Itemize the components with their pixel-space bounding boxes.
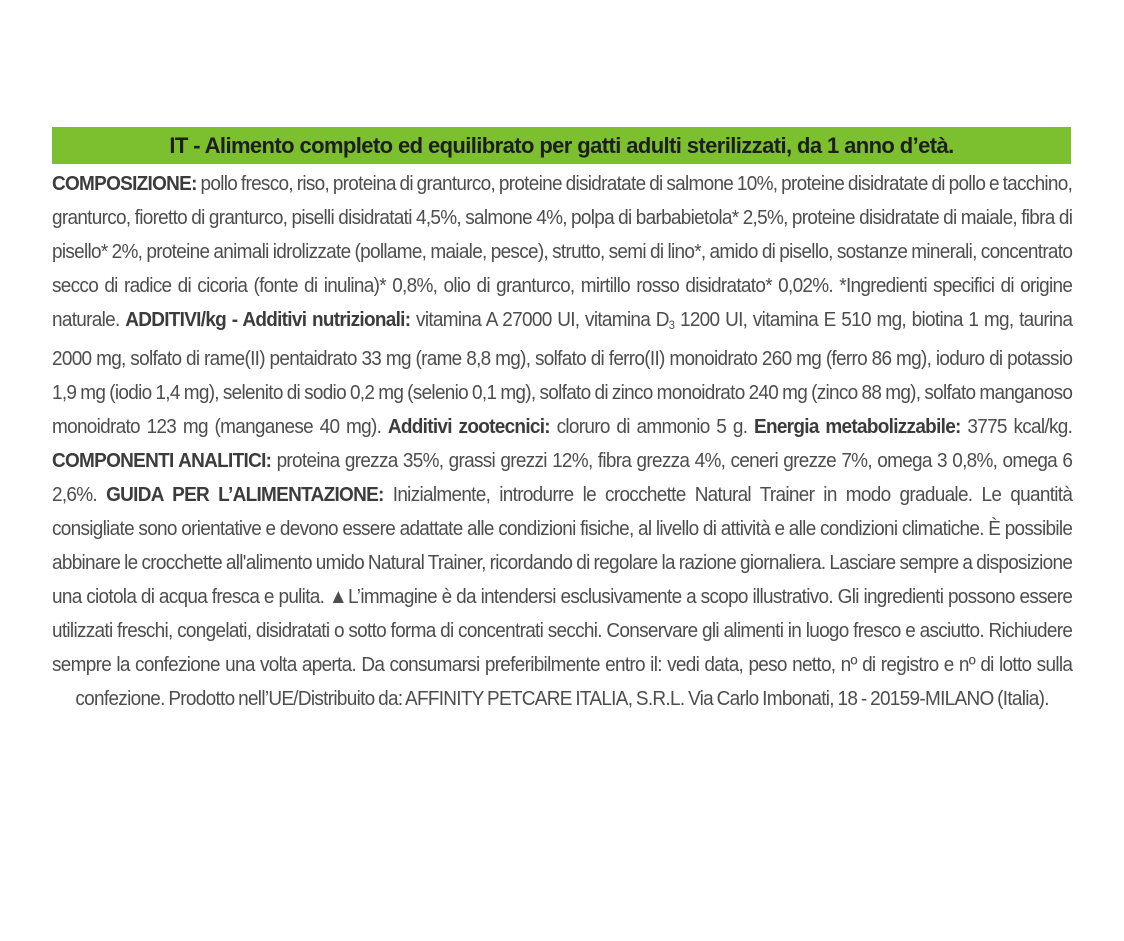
vitamin-d-subscript: 3 — [668, 318, 675, 332]
label-body-text — [52, 167, 1072, 716]
guida-text: Inizialmente, introdurre le crocchette Natural Trainer in modo graduale. Le quantità consigliate sono orientative e devono essere adattate alle condizioni fisiche, al livello di attività e alle condizioni climatiche. È possibile abbinare le crocchette all'alimento umido Natural Trainer, ricordando di regolare la razione giornaliera. Lasciare sempre a disposizione una ciotola di acqua fresca e pulita. ▲L’immagine è da intendersi esclusivamente a scopo illustrativo. Gli ingredienti possono essere utilizzati freschi, congelati, disidratati o sotto forma di concentrati secchi. Conservare gli alimenti in luogo fresco e asciutto. Richiudere sempre la confezione una volta aperta. Da consumarsi preferibilmente entro il: vedi data, peso netto, nº di registro e nº di lotto sulla confezione. Prodotto nell’UE/Distribuito da: AFFINITY PETCARE ITALIA, S.R.L. Via Carlo Imbonati, 18 - 20159-MILANO (Italia). — [52, 484, 1073, 710]
zootecnici-heading: Additivi zootecnici: — [387, 416, 550, 438]
guida-heading: GUIDA PER L’ALIMENTAZIONE: — [106, 484, 384, 506]
energia-text: 3775 kcal/kg. — [960, 416, 1073, 438]
additivi-text-a: vitamina A 27000 UI, vitamina D — [410, 309, 669, 331]
header-banner — [52, 127, 1071, 164]
analitici-heading: COMPONENTI ANALITICI: — [52, 450, 272, 472]
composizione-heading: COMPOSIZIONE: — [52, 173, 197, 195]
analitici-text: proteina grezza 35%, grassi grezzi 12%, fibra grezza 4%, ceneri grezze 7%, omega 3 0,8%, omega 6 2,6%. — [52, 450, 1073, 506]
energia-heading: Energia metabolizzabile: — [753, 416, 961, 438]
composizione-text: pollo fresco, riso, proteina di granturco, proteine disidratate di salmone 10%, proteine disidratate di pollo e tacchino, granturco, fioretto di granturco, piselli disidratati 4,5%, salmone 4%, polpa di barbabietola* 2,5%, proteine disidratate di maiale, fibra di pisello* 2%, proteine animali idrolizzate (pollame, maiale, pesce), strutto, semi di lino*, amido di pisello, sostanze minerali, concentrato secco di radice di cicoria (fonte di inulina)* 0,8%, olio di granturco, mirtillo rosso disidratato* 0,02%. *Ingredienti specifici di origine naturale. — [52, 173, 1073, 331]
additivi-heading: ADDITIVI/kg - Additivi nutrizionali: — [125, 309, 411, 331]
additivi-text-b: 1200 UI, vitamina E 510 mg, biotina 1 mg, taurina 2000 mg, solfato di rame(II) pentaidrato 33 mg (rame 8,8 mg), solfato di ferro(II) monoidrato 260 mg (ferro 86 mg), ioduro di potassio 1,9 mg (iodio 1,4 mg), selenito di sodio 0,2 mg (selenio 0,1 mg), solfato di zinco monoidrato 240 mg (zinco 88 mg), solfato manganoso monoidrato 123 mg (manganese 40 mg). — [52, 309, 1073, 438]
zootecnici-text: cloruro di ammonio 5 g. — [549, 416, 754, 438]
header-title: IT - Alimento completo ed equilibrato per gatti adulti sterilizzati, da 1 anno d’età. — [169, 132, 954, 158]
